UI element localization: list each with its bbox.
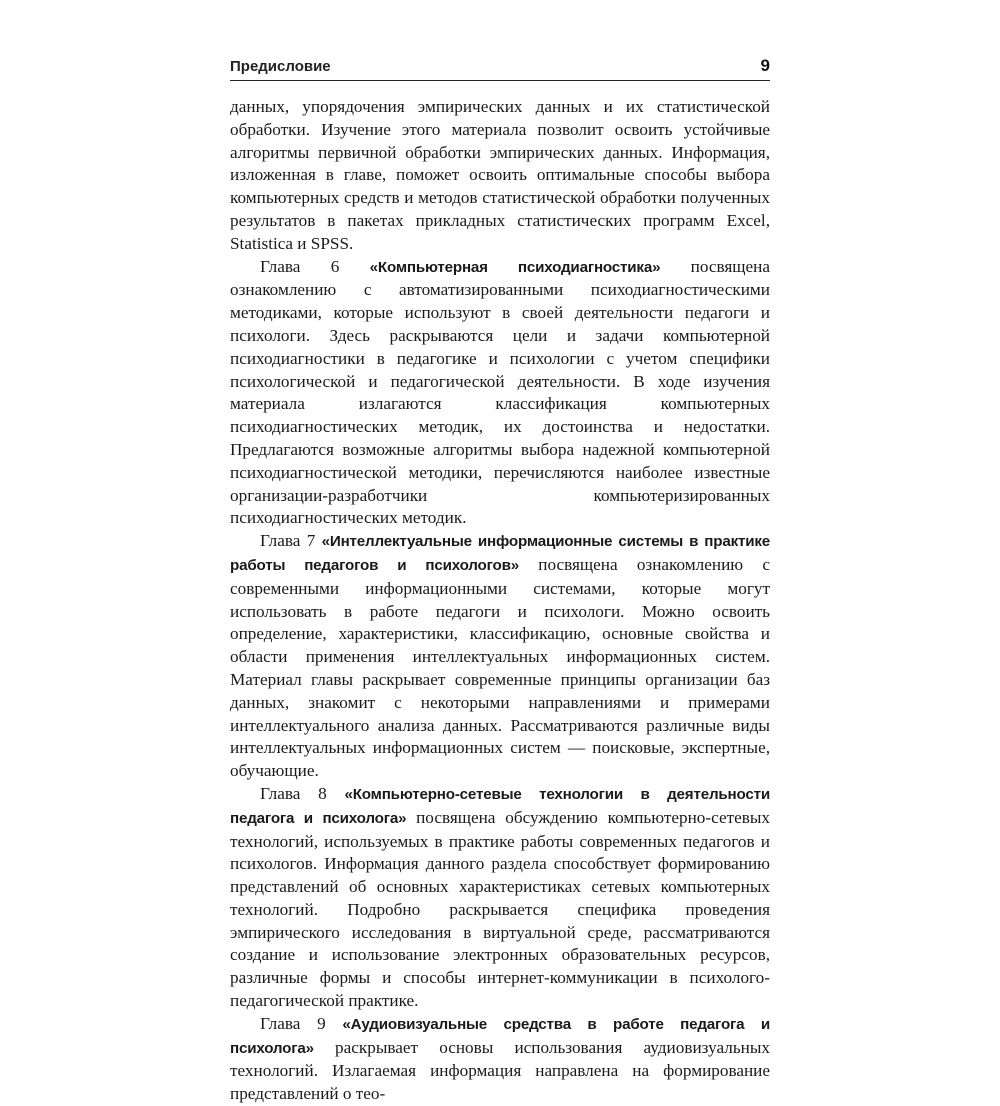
paragraph-text: данных, упорядочения эмпирических данных и их статистической обработки. Изучение этого материала позволит освоить устойчивые алгоритмы первичной обработки эмпирических данных. Информация, изложенная в главе, поможет освоить оптимальные способы выбора компьютерных средств и методов статистической обработки полученных результатов в пакетах прикладных статистических программ Excel, Statistica и SPSS. [230,97,770,253]
paragraph-text: посвящена обсуждению компьютерно-сетевых технологий, используемых в практике работы современных педагогов и психологов. Информация данного раздела способствует формированию представлений об основных характеристиках сетевых компьютерных технологий. Подробно раскрывается специфика проведения эмпирического исследования в виртуальной среде, рассматриваются создание и использование электронных образовательных ресурсов, различные формы и способы интернет-коммуникации в психолого-педагогической практике. [230,807,770,1011]
chapter-lead: Глава 7 [260,531,322,551]
chapter-8-title: «Компьютерно-сетевые технологии в деятельности педагога и психолога» [230,785,771,827]
paragraph-text: раскрывает основы использования аудиовизуальных технологий. Излагаемая информация направлена на формирование представлений о тео- [230,1037,770,1104]
running-header [230,56,770,81]
chapter-6-title: «Компьютерная психодиагностика» [369,258,661,276]
chapter-lead: Глава 6 [260,256,370,276]
paragraph-text: посвящена ознакомлению с автоматизированными психодиагностическими методиками, которые используют в своей деятельности педагоги и психологи. Здесь раскрываются цели и задачи компьютерной психодиагностики в педагогике и психологии с учетом специфики психологической и педагогической деятельности. В ходе изучения материала излагаются классификация компьютерных психодиагностических методик, их достоинства и недостатки. Предлагаются возможные алгоритмы выбора надежной компьютерной психодиагностической методики, перечисляются наиболее известные организации-разработчики компьютеризированных психодиагностических методик. [230,256,770,528]
paragraph-chapter-7 [230,530,770,783]
book-page [230,56,770,1106]
chapter-lead: Глава 9 [260,1013,343,1033]
paragraph-chapter-8 [230,783,770,1013]
paragraph-chapter-6 [230,256,770,531]
body-text [230,96,770,1106]
page-number: 9 [760,56,770,75]
paragraph-continuation [230,96,770,256]
paragraph-text: посвящена ознакомлению с современными информационными системами, которые могут использовать в работе педагоги и психологи. Можно освоить определение, характеристики, классификацию, основные свойства и области применения интеллектуальных информационных систем. Материал главы раскрывает современные принципы организации баз данных, знакомит с некоторыми направлениями и примерами интеллектуального анализа данных. Рассматриваются различные виды интеллектуальных информационных систем — поисковые, экспертные, обучающие. [230,554,770,781]
paragraph-chapter-9 [230,1013,770,1106]
chapter-9-title: «Аудиовизуальные средства в работе педагога и психолога» [230,1015,770,1057]
section-title: Предисловие [230,58,331,75]
chapter-lead: Глава 8 [260,783,345,803]
chapter-7-title: «Интеллектуальные информационные системы в практике работы педагогов и психологов» [230,533,770,574]
